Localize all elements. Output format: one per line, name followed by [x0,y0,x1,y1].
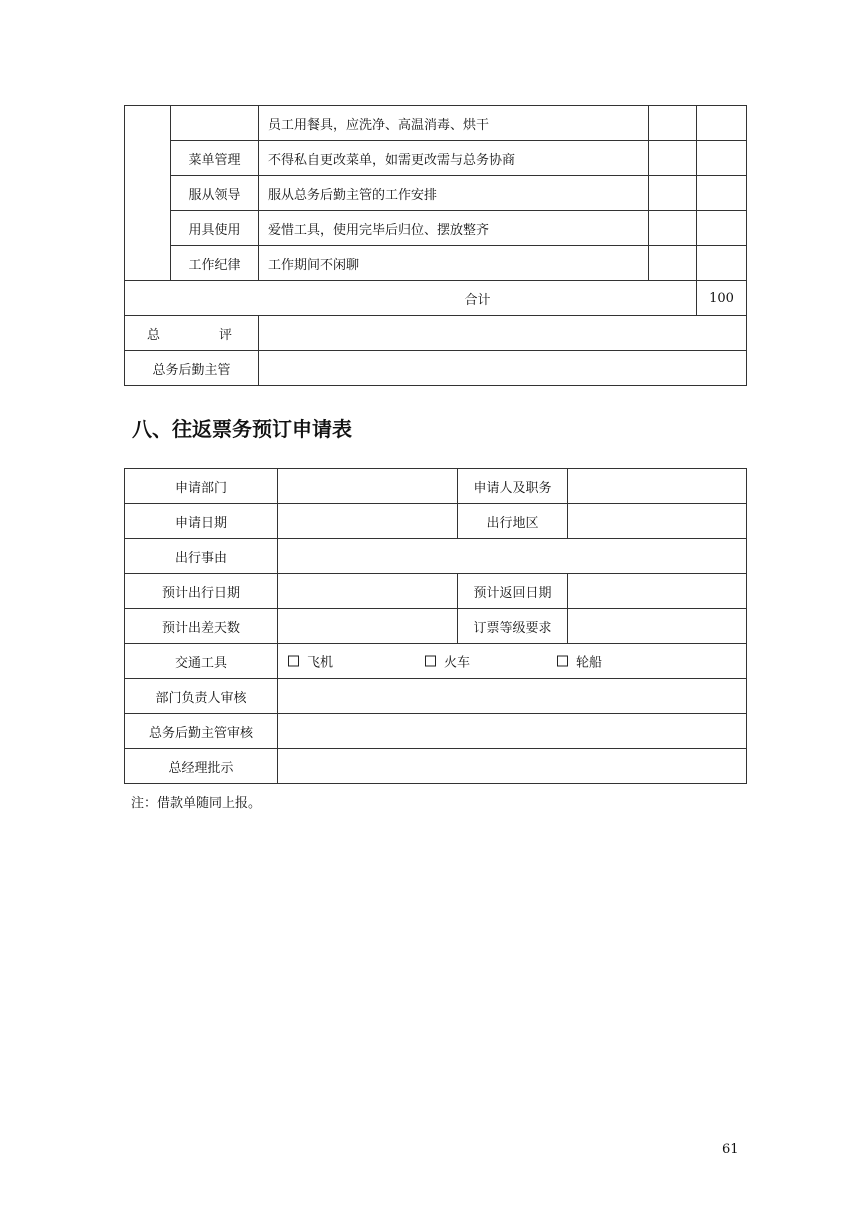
supervisor-row [125,351,747,386]
supervisor-label: 总务后勤主管 [125,351,259,386]
item-cell: 服从领导 [171,176,259,211]
score-cell[interactable] [649,246,697,281]
ship-option[interactable] [557,652,602,671]
section-title: 八、往返票务预订申请表 [132,417,352,441]
table-row [125,749,747,784]
logistics-review-label: 总务后勤主管审核 [125,714,278,749]
checkbox-icon[interactable] [288,656,299,667]
total-value: 100 [697,281,747,316]
option-label: 轮船 [576,655,603,671]
supervisor-value[interactable] [259,351,747,386]
standard-cell: 不得私自更改菜单，如需更改需与总务协商 [259,141,649,176]
total-label: 合计 [125,281,697,316]
score-cell[interactable] [649,176,697,211]
option-label: 火车 [444,655,471,671]
ticket-booking-form [124,468,747,784]
table-row [125,574,747,609]
dept-head-review-field[interactable] [278,679,747,714]
trip-days-field[interactable] [278,609,458,644]
footnote: 注：借款单随同上报。 [131,796,262,811]
return-date-field[interactable] [568,574,747,609]
checkbox-icon[interactable] [425,656,436,667]
ticket-class-field[interactable] [568,609,747,644]
depart-date-field[interactable] [278,574,458,609]
remark-cell[interactable] [697,106,747,141]
plane-option[interactable] [288,652,333,671]
table-row [125,539,747,574]
remark-cell[interactable] [697,211,747,246]
evaluation-table [124,105,747,386]
table-row [125,246,747,281]
region-field[interactable] [568,504,747,539]
remark-cell[interactable] [697,141,747,176]
table-row [125,644,747,679]
dept-head-review-label: 部门负责人审核 [125,679,278,714]
table-row [125,679,747,714]
page-number: 61 [722,1142,739,1157]
region-label: 出行地区 [458,504,568,539]
item-cell [171,106,259,141]
applicant-label: 申请人及职务 [458,469,568,504]
category-cell [125,106,171,281]
overall-label [125,316,259,351]
overall-value[interactable] [259,316,747,351]
item-cell: 用具使用 [171,211,259,246]
item-cell: 工作纪律 [171,246,259,281]
score-cell[interactable] [649,141,697,176]
depart-date-label: 预计出行日期 [125,574,278,609]
applicant-field[interactable] [568,469,747,504]
option-label: 飞机 [307,655,334,671]
department-label: 申请部门 [125,469,278,504]
train-option[interactable] [425,652,470,671]
reason-field[interactable] [278,539,747,574]
table-row [125,141,747,176]
gm-approval-label: 总经理批示 [125,749,278,784]
score-cell[interactable] [649,106,697,141]
total-row [125,281,747,316]
transport-label: 交通工具 [125,644,278,679]
ticket-class-label: 订票等级要求 [458,609,568,644]
logistics-review-field[interactable] [278,714,747,749]
overall-row [125,316,747,351]
gm-approval-field[interactable] [278,749,747,784]
apply-date-field[interactable] [278,504,458,539]
standard-cell: 员工用餐具，应洗净、高温消毒、烘干 [259,106,649,141]
table-row [125,504,747,539]
overall-label-b: 评 [218,327,232,343]
trip-days-label: 预计出差天数 [125,609,278,644]
reason-label: 出行事由 [125,539,278,574]
table-row [125,211,747,246]
remark-cell[interactable] [697,176,747,211]
standard-cell: 爱惜工具，使用完毕后归位、摆放整齐 [259,211,649,246]
item-cell: 菜单管理 [171,141,259,176]
score-cell[interactable] [649,211,697,246]
department-field[interactable] [278,469,458,504]
table-row [125,176,747,211]
remark-cell[interactable] [697,246,747,281]
table-row [125,714,747,749]
table-row [125,106,747,141]
checkbox-icon[interactable] [557,656,568,667]
overall-label-a: 总 [147,327,161,343]
standard-cell: 工作期间不闲聊 [259,246,649,281]
table-row [125,609,747,644]
apply-date-label: 申请日期 [125,504,278,539]
transport-options [278,644,747,679]
table-row [125,469,747,504]
return-date-label: 预计返回日期 [458,574,568,609]
standard-cell: 服从总务后勤主管的工作安排 [259,176,649,211]
